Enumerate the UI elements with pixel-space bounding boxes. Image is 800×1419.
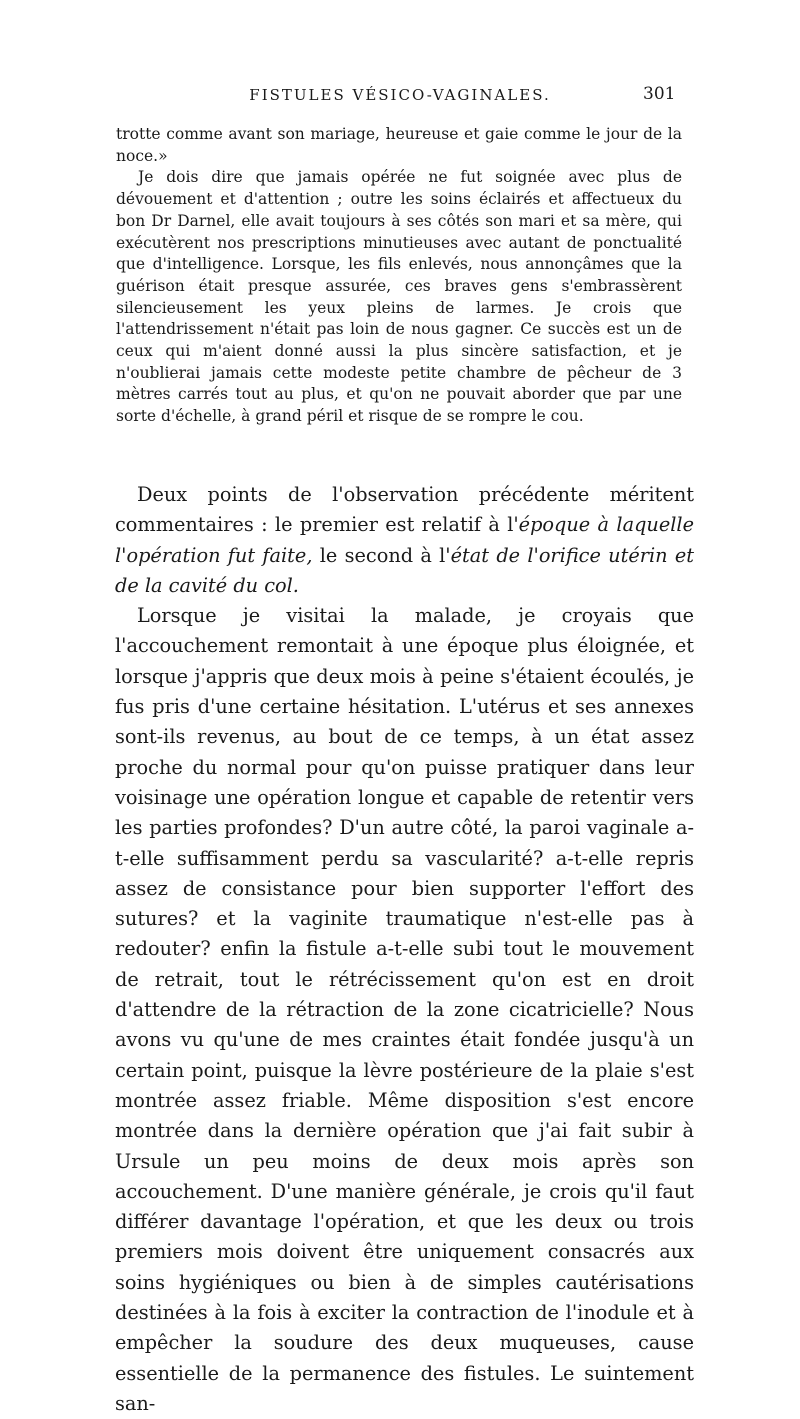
italic-epoch-phrase: époque à laquelle l'opération fut faite, xyxy=(115,513,694,567)
paragraph-discussion: Lorsque je visitai la malade, je croyais que l'accouchement remontait à une époque plus éloignée, et lorsque j'appris que deux mois à peine s'étaient écoulés, je fus pris d'une certaine hésitation. L'utérus et ses annexes sont-ils revenus, au bout de ce temps, à un état assez proche du normal pour qu'on puisse pratiquer dans leur voisinage une opération longue et capable de retentir vers les parties profondes? D'un autre côté, la paroi vaginale a-t-elle suffisamment perdu sa vascularité? a-t-elle repris assez de consistance pour bien supporter l'effort des sutures? et la vaginite traumatique n'est-elle pas à redouter? enfin la fistule a-t-elle subi tout le mouvement de retrait, tout le rétrécissement qu'on est en droit d'attendre de la rétraction de la zone cicatricielle? Nous avons vu qu'une de mes craintes était fondée jusqu'à un certain point, puisque la lèvre postérieure de la plaie s'est montrée assez friable. Même disposition s'est encore montrée dans la dernière opération que j'ai fait subir à Ursule un peu moins de deux mois après son accouchement. D'une manière générale, je crois qu'il faut différer davantage l'opération, et que les deux ou trois premiers mois doivent être uniquement consacrés aux soins hygiéniques ou bien à de simples cautérisations destinées à la fois à exciter la contraction de l'inodule et à empêcher la soudure des deux muqueuses, cause essentielle de la permanence des fistules. Le suintement san- xyxy=(115,604,694,1415)
page-number: 301 xyxy=(643,84,676,104)
quote-paragraph: Je dois dire que jamais opérée ne fut soignée avec plus de dévouement et d'attention ; outre les soins éclairés et affectueux du bon Dr Darnel, elle avait toujours à ses côtés son mari et sa mère, qui exécutèrent nos prescriptions minutieuses avec autant de ponctualité que d'intelligence. Lorsque, les fils enlevés, nous annonçâmes que la guérison était presque assurée, ces braves gens s'embrassèrent silencieusement les yeux pleins de larmes. Je crois que l'attendrissement n'était pas loin de nous gagner. Ce succès est un de ceux qui m'aient donné aussi la plus sincère satisfaction, et je n'oublierai jamais cette modeste petite chambre de pêcheur de 3 mètres carrés tout au plus, et qu'on ne pouvait aborder que par une sorte d'échelle, à grand péril et risque de se rompre le cou. xyxy=(116,168,682,426)
main-text xyxy=(115,480,694,1419)
paragraph-commentary xyxy=(115,480,694,601)
running-title: FISTULES VÉSICO-VAGINALES. xyxy=(249,86,551,104)
italic-orifice-phrase: état de l'orifice utérin et de la cavité du col. xyxy=(115,543,694,597)
quote-closing-line: trotte comme avant son mariage, heureuse et gaie comme le jour de la noce.» xyxy=(116,125,682,165)
quoted-passage xyxy=(116,124,682,428)
paragraph-commentary-intro: Deux points de l'observation précédente méritent commentaires : le premier est relatif à l' xyxy=(115,483,694,537)
paragraph-commentary-mid: le second à l' xyxy=(312,543,451,567)
